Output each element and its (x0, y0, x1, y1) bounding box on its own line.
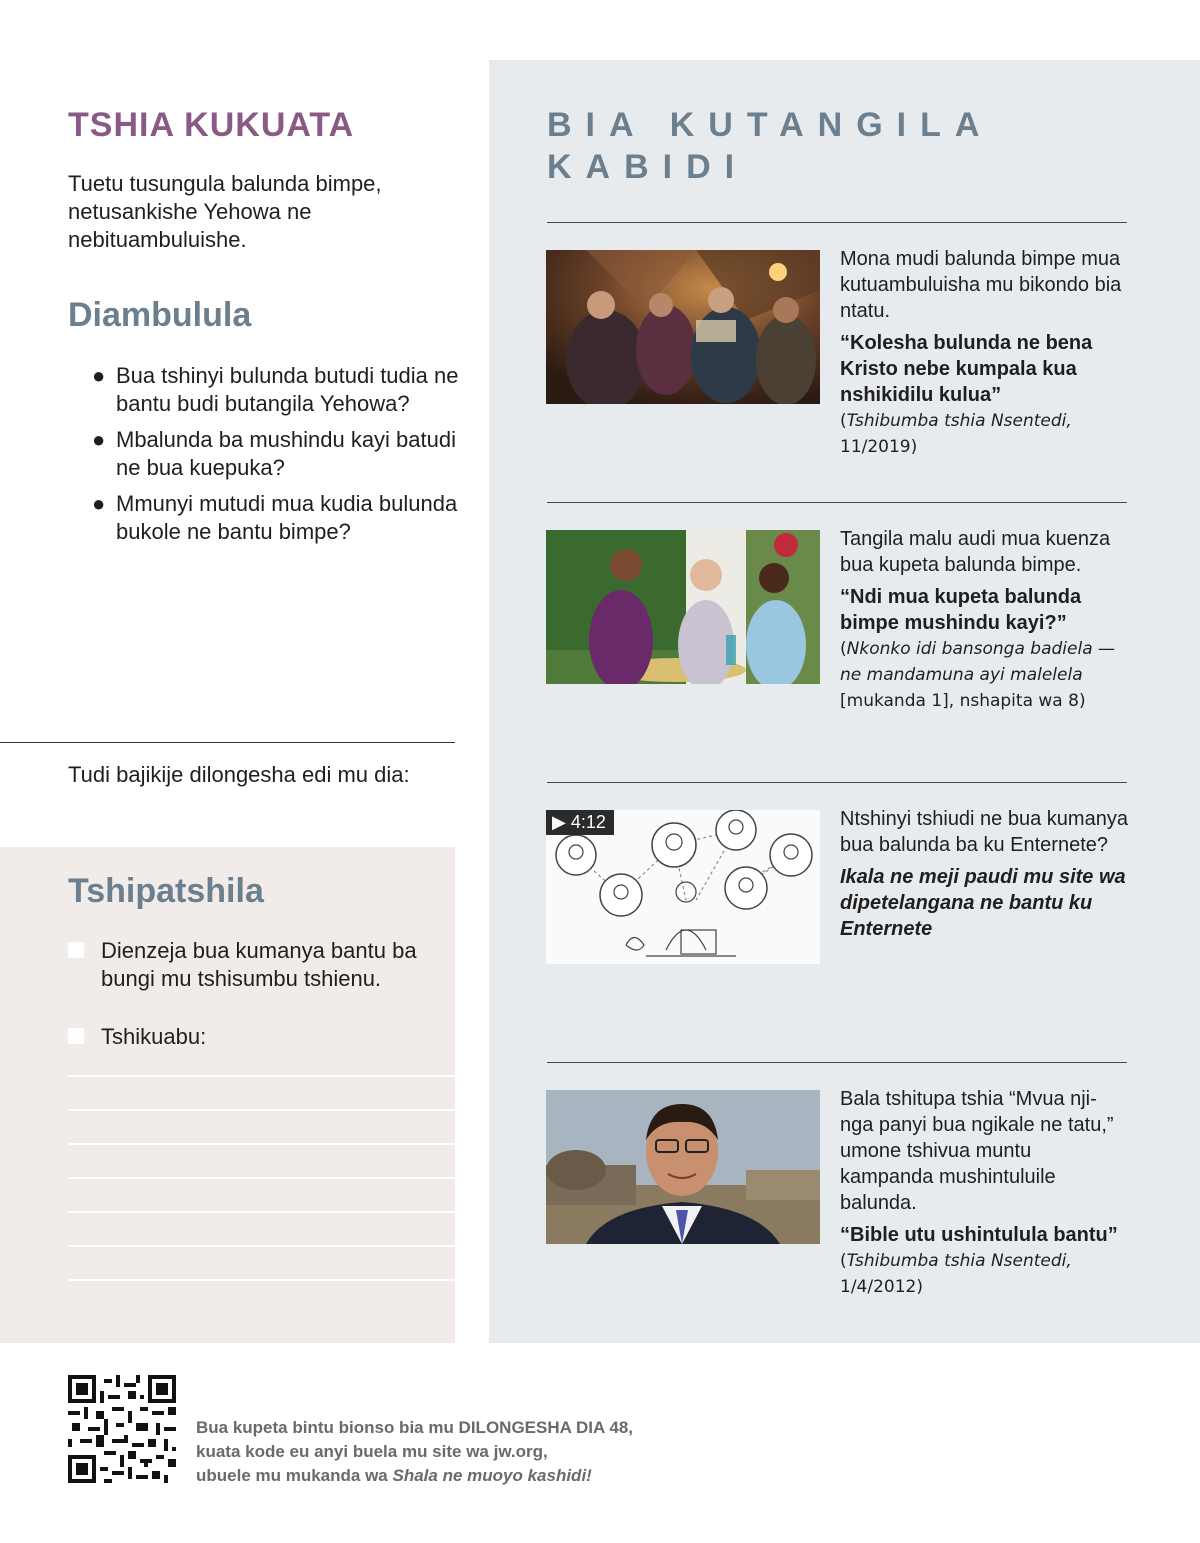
further-study-entry: Mona mudi balunda bimpe mua kutuambuluisha mu bikondo bia ntatu. “Kolesha bulunda ne bena Kristo nebe kumpala kua nshikidilu kulua” (Tshibumba tshia Nsentedi, 11/2019) (840, 246, 1130, 460)
review-list (92, 362, 472, 554)
video-link[interactable]: Ikala ne meji paudi mu site wa dipetelangana ne bantu ku Enternete (840, 866, 1126, 940)
group-gathering-photo[interactable] (546, 250, 820, 404)
divider (547, 782, 1127, 783)
further-study-entry: Tangila malu audi mua kuenza bua kupeta balunda bimpe. “Ndi mua kupeta balunda bimpe mushindu kayi?” (Nkonko idi bansonga badiela —ne mandamuna ayi malelela [mukanda 1], nshapita wa 8) (840, 526, 1130, 714)
friends-at-table-photo[interactable] (546, 530, 820, 684)
checkbox[interactable] (68, 942, 84, 958)
list-item: ● Mmunyi mutudi mua kudia bulunda bukole ne bantu bimpe? (92, 491, 458, 544)
completed-date-label: Tudi bajikije dilongesha edi mu dia: (68, 762, 410, 787)
footer-text: Bua kupeta bintu bionso bia mu DILONGESHA DIA 48, kuata kode eu anyi buela mu site wa jw.org, ubuele mu mukanda wa Shala ne muoyo kashidi! (196, 1418, 633, 1485)
list-item: ● Mbalunda ba mushindu kayi batudi ne bua kuepuka? (92, 427, 457, 480)
bullet-icon: ● (92, 427, 106, 452)
article-link[interactable]: “Bible utu ushintulula bantu” (840, 1224, 1118, 1246)
article-link[interactable]: “Kolesha bulunda ne bena Kristo nebe kumpala kua nshikidilu kulua” (840, 332, 1093, 406)
further-study-entry: Ntshinyi tshiudi ne bua kumanya bua balunda ba ku Enternete? Ikala ne meji paudi mu site wa dipetelangana ne bantu ku Enternete (840, 806, 1130, 942)
bullet-icon: ● (92, 363, 106, 388)
divider (547, 1062, 1127, 1063)
video-duration-badge: ▶ 4:12 (546, 810, 614, 835)
source-reference: (Nkonko idi bansonga badiela —ne mandamuna ayi malelela [mukanda 1], nshapita wa 8) (840, 639, 1116, 711)
write-line[interactable] (68, 1075, 455, 1077)
write-line[interactable] (68, 1211, 455, 1213)
further-study-entry: Bala tshitupa tshia “Mvua nji-nga panyi bua ngikale ne tatu,” umone tshivua muntu kampanda mushintuluile balunda. “Bible utu ushintulula bantu” (Tshibumba tshia Nsentedi, 1/4/2012) (840, 1086, 1130, 1300)
practice-box (0, 847, 455, 1343)
review-heading: Diambulula (68, 296, 252, 334)
write-line[interactable] (68, 1143, 455, 1145)
practice-item-friends[interactable]: Dienzeja bua kumanya bantu ba bungi mu tshisumbu tshienu. (68, 937, 458, 997)
list-item: ● Bua tshinyi bulunda butudi tudia ne bantu budi butangila Yehowa? (92, 363, 459, 416)
intro-text: Tuetu tusungula balunda bimpe, netusankishe Yehowa ne nebituambuluishe. (68, 171, 382, 252)
divider (547, 222, 1127, 223)
article-link[interactable]: “Ndi mua kupeta balunda bimpe mushindu kayi?” (840, 586, 1082, 634)
write-line[interactable] (68, 1177, 455, 1179)
man-portrait-photo[interactable] (546, 1090, 820, 1244)
play-icon: ▶ (552, 812, 566, 832)
checkbox[interactable] (68, 1028, 84, 1044)
main-heading: TSHIA KUKUATA (68, 106, 355, 144)
source-reference: (Tshibumba tshia Nsentedi, 1/4/2012) (840, 1251, 1072, 1297)
write-line[interactable] (68, 1279, 455, 1281)
qr-code-icon[interactable] (68, 1375, 176, 1483)
write-line[interactable] (68, 1245, 455, 1247)
bullet-icon: ● (92, 491, 106, 516)
source-reference: (Tshibumba tshia Nsentedi, 11/2019) (840, 411, 1072, 457)
online-friends-video[interactable] (546, 810, 820, 964)
write-line[interactable] (68, 1109, 455, 1111)
practice-heading: Tshipatshila (68, 872, 264, 910)
divider (0, 742, 455, 743)
practice-item-other[interactable]: Tshikuabu: (68, 1023, 458, 1053)
further-study-heading: BIA KUTANGILA KABIDI (547, 106, 993, 186)
divider (547, 502, 1127, 503)
